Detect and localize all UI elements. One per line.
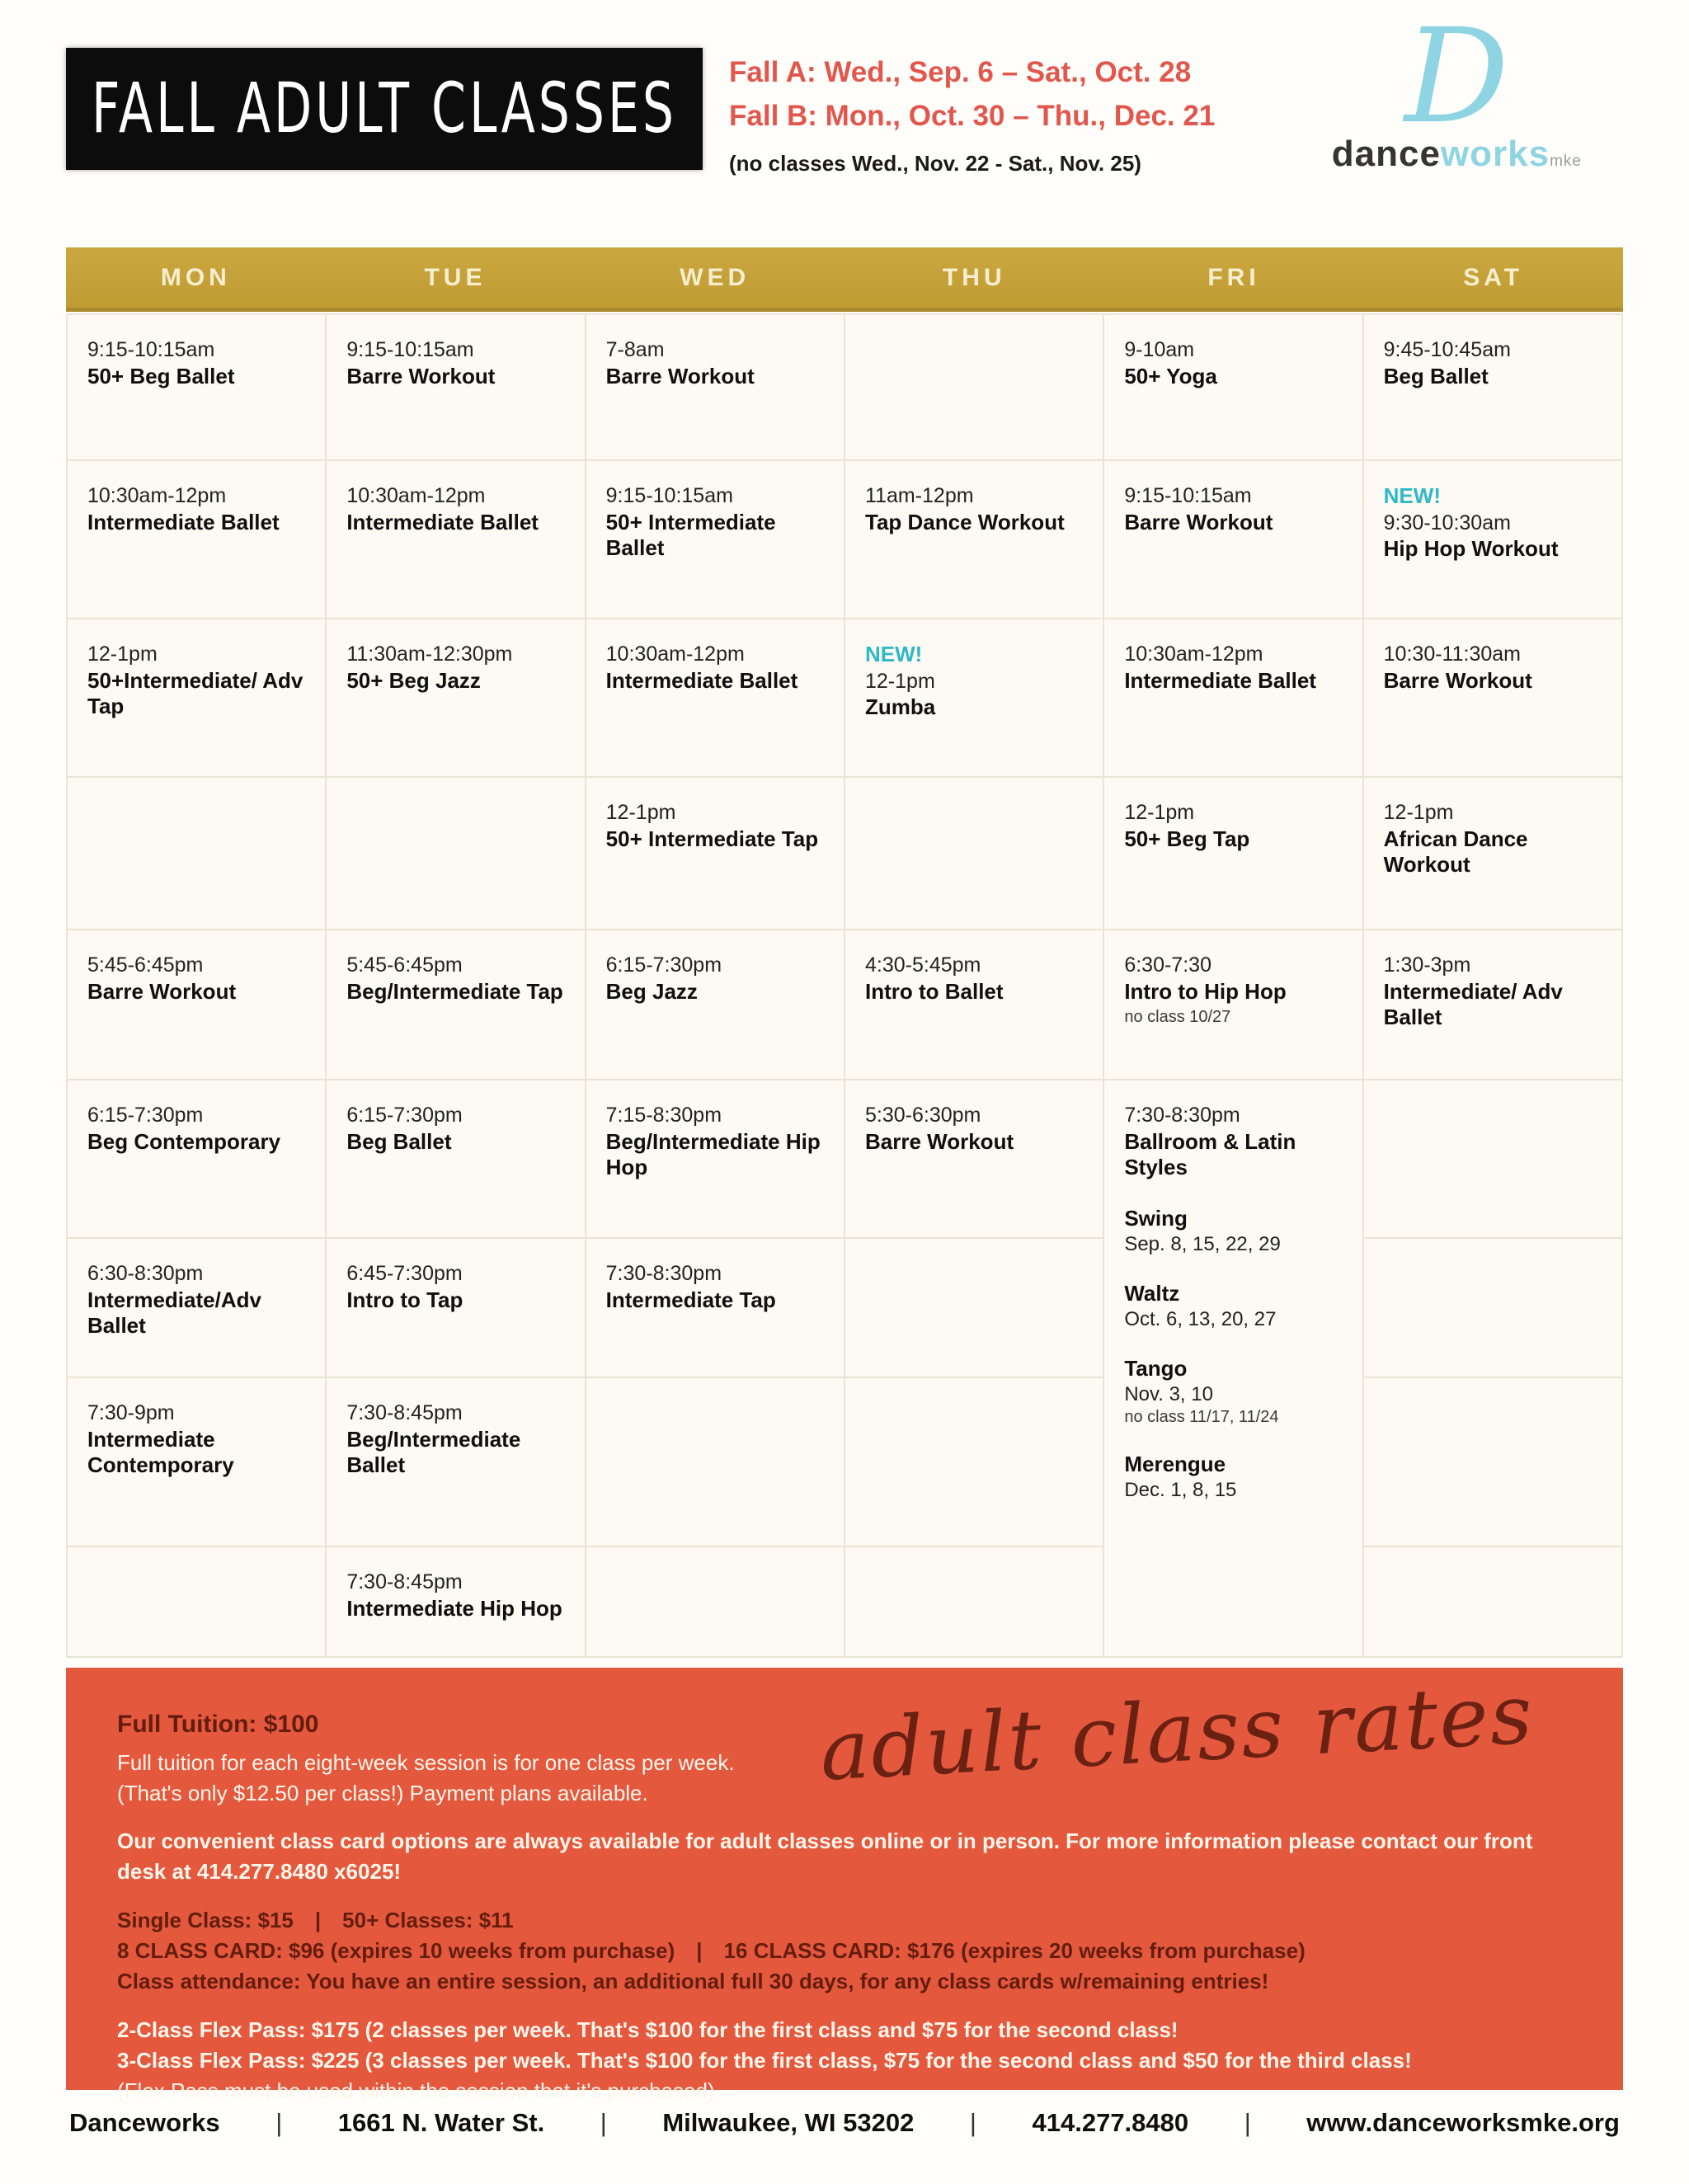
class-time: 11:30am-12:30pm: [346, 642, 513, 666]
class-cell-wed-7: [586, 1239, 844, 1377]
empty-cell: [845, 1378, 1103, 1546]
class-cell-thu-3: [845, 619, 1103, 776]
new-badge: NEW!: [865, 642, 923, 666]
class-time: 12-1pm: [605, 801, 676, 824]
class-cell-sat-3: [1364, 619, 1621, 776]
class-cell-fri-3: [1104, 619, 1362, 776]
class-cell-fri-5: [1104, 930, 1362, 1079]
class-name: Barre Workout: [1124, 509, 1273, 534]
class-name: Intermediate Contemporary: [87, 1426, 234, 1478]
style-note: no class 11/17, 11/24: [1124, 1407, 1279, 1426]
class-time: 6:15-7:30pm: [346, 1104, 463, 1127]
session-dates: [729, 51, 1215, 177]
empty-cell: [845, 315, 1103, 459]
empty-cell: [68, 1547, 325, 1656]
class-time: 6:45-7:30pm: [346, 1262, 463, 1285]
class-card-line: [117, 1936, 1572, 1966]
class-time: 6:30-7:30: [1124, 953, 1211, 977]
class-name: Barre Workout: [1383, 667, 1532, 693]
class-time: 10:30am-12pm: [346, 484, 486, 507]
empty-cell: [1364, 1080, 1621, 1237]
class-cell-mon-7: [68, 1239, 325, 1377]
rates-script-title: adult class rates: [817, 1665, 1536, 1800]
class-name: Intro to Ballet: [865, 978, 1004, 1004]
class-cell-mon-6: [68, 1080, 325, 1237]
logo-mke: mke: [1550, 153, 1582, 170]
day-header-thu: THU: [942, 263, 1006, 291]
class-cell-tue-5: [327, 930, 584, 1079]
class-name: Beg/Intermediate Ballet: [346, 1426, 521, 1478]
empty-cell: [1364, 1547, 1621, 1656]
single-class-line: [117, 1905, 1572, 1936]
class-cell-wed-4: [586, 778, 844, 929]
full-tuition: Full Tuition: $100: [117, 1711, 319, 1738]
class-name: Zumba: [865, 694, 936, 719]
class-name: 50+ Yoga: [1124, 363, 1217, 388]
day-header-mon: MON: [160, 263, 231, 291]
class-name: Intermediate Tap: [605, 1287, 776, 1312]
class-name: Intermediate/Adv Ballet: [87, 1287, 261, 1339]
class-name: 50+ Intermediate Tap: [605, 826, 819, 851]
class-time: 10:30am-12pm: [1124, 642, 1263, 666]
footer-phone: 414.277.8480: [1032, 2108, 1189, 2137]
class-name: Intermediate Ballet: [87, 509, 280, 534]
class-name: Intermediate Ballet: [346, 509, 539, 534]
class-time: 12-1pm: [1124, 801, 1195, 824]
class-time: 7:30-8:45pm: [346, 1570, 463, 1593]
class-name: 50+ Intermediate Ballet: [605, 509, 776, 561]
page-title: FALL ADULT CLASSES: [92, 68, 677, 149]
card16: 16 CLASS CARD: $176 (expires 20 weeks from purchase): [723, 1938, 1306, 1964]
class-cell-thu-5: [845, 930, 1103, 1079]
class-time: 4:30-5:45pm: [865, 953, 981, 977]
attendance-line: Class attendance: You have an entire session, an additional full 30 days, for any class cards w/remaining entries!: [117, 1969, 1269, 1994]
class-name: Hip Hop Workout: [1383, 536, 1559, 561]
footer-separator: |: [1244, 2108, 1251, 2137]
class-name: Intermediate Ballet: [605, 667, 798, 693]
empty-cell: [586, 1547, 844, 1656]
style-name: Merengue: [1124, 1451, 1226, 1476]
class-time: 12-1pm: [87, 642, 158, 666]
class-cell-tue-6: [327, 1080, 584, 1237]
ballroom-style-group: [1124, 1452, 1345, 1502]
class-time: 7-8am: [605, 338, 665, 361]
schedule-grid: [66, 313, 1623, 1658]
footer-separator: |: [275, 2108, 283, 2137]
class-cell-fri-1: [1104, 315, 1362, 459]
class-name: Intermediate Hip Hop: [346, 1595, 562, 1621]
footer: [69, 2108, 1620, 2138]
class-time: 9:15-10:15am: [87, 338, 215, 361]
footer-city: Milwaukee, WI 53202: [662, 2108, 915, 2137]
class-cell-fri-2: [1104, 461, 1362, 618]
class-cell-mon-8: [68, 1378, 325, 1546]
single-class: Single Class: $15: [117, 1908, 294, 1933]
style-name: Tango: [1124, 1355, 1188, 1381]
class-time: 5:45-6:45pm: [346, 953, 463, 977]
class-cell-sat-2: [1364, 461, 1621, 618]
title-box: [66, 48, 703, 170]
class-time: 7:30-8:30pm: [1124, 1104, 1240, 1127]
ballroom-style-group: [1124, 1206, 1345, 1256]
class-time: 10:30am-12pm: [605, 642, 745, 666]
style-dates: Oct. 6, 13, 20, 27: [1124, 1307, 1277, 1330]
class-cell-wed-3: [586, 619, 844, 776]
class-time: 12-1pm: [1383, 801, 1454, 824]
pipe-separator: |: [696, 1938, 703, 1964]
class-time: 6:30-8:30pm: [87, 1262, 204, 1285]
class-cell-wed-5: [586, 930, 844, 1079]
class-name: Tap Dance Workout: [865, 509, 1065, 534]
logo-works: works: [1440, 134, 1550, 174]
class-time: 7:30-9pm: [87, 1401, 175, 1424]
empty-cell: [845, 1239, 1103, 1377]
class-cell-mon-3: [68, 619, 325, 776]
style-name: Swing: [1124, 1205, 1188, 1231]
class-cell-thu-6: [845, 1080, 1103, 1237]
ballroom-style-group: [1124, 1281, 1345, 1331]
class-name: 50+Intermediate/ Adv Tap: [87, 667, 303, 719]
class-cell-wed-1: [586, 315, 844, 459]
footer-website: www.danceworksmke.org: [1306, 2108, 1620, 2137]
style-dates: Dec. 1, 8, 15: [1124, 1478, 1237, 1501]
class-name: 50+ Beg Ballet: [87, 363, 235, 388]
empty-cell: [845, 1547, 1103, 1656]
class-cell-wed-2: [586, 461, 844, 618]
class-name: Beg Ballet: [1383, 363, 1489, 388]
empty-cell: [68, 778, 325, 929]
class-time: 6:15-7:30pm: [87, 1104, 204, 1127]
pipe-separator: |: [314, 1908, 322, 1933]
class-cell-fri-4: [1104, 778, 1362, 929]
class-time: 1:30-3pm: [1383, 953, 1471, 977]
class-time: 10:30-11:30am: [1383, 642, 1521, 666]
logo-dance: dance: [1331, 134, 1441, 174]
empty-cell: [327, 778, 584, 929]
class-cell-fri-6: [1104, 1080, 1362, 1656]
fifty-plus-class: 50+ Classes: $11: [342, 1908, 514, 1933]
tuition-line1: Full tuition for each eight-week session is for one class per week.: [117, 1749, 735, 1775]
class-name: Beg/Intermediate Hip Hop: [605, 1128, 821, 1180]
class-name: Intro to Tap: [346, 1287, 463, 1312]
adult-class-rates-box: [66, 1665, 1623, 2103]
danceworks-logo: [1331, 1, 1582, 175]
class-cell-thu-2: [845, 461, 1103, 618]
class-name: Beg Contemporary: [87, 1128, 281, 1154]
class-name: Beg Ballet: [346, 1128, 452, 1154]
class-time: 7:30-8:30pm: [605, 1262, 722, 1285]
day-header-sat: SAT: [1463, 263, 1524, 291]
day-header-bar: [66, 247, 1623, 312]
class-name: 50+ Beg Tap: [1124, 826, 1250, 851]
class-time: 9:15-10:15am: [605, 484, 733, 507]
ballroom-style-group: [1124, 1356, 1345, 1427]
class-time: 9:15-10:15am: [346, 338, 474, 361]
empty-cell: [845, 778, 1103, 929]
footer-separator: |: [600, 2108, 607, 2137]
class-cell-tue-7: [327, 1239, 584, 1377]
class-name: Beg/Intermediate Tap: [346, 978, 563, 1004]
class-time: 9:15-10:15am: [1124, 484, 1252, 507]
style-dates: Sep. 8, 15, 22, 29: [1124, 1232, 1281, 1255]
class-time: 7:30-8:45pm: [346, 1401, 463, 1424]
footer-address: 1661 N. Water St.: [337, 2108, 545, 2137]
footer-separator: |: [969, 2108, 976, 2137]
class-cell-tue-9: [327, 1547, 584, 1656]
class-time: 10:30am-12pm: [87, 484, 227, 507]
class-cell-tue-3: [327, 619, 584, 776]
day-header-wed: WED: [680, 263, 750, 291]
class-name: Barre Workout: [865, 1128, 1014, 1154]
empty-cell: [1364, 1239, 1621, 1377]
class-cell-tue-1: [327, 315, 584, 459]
style-name: Waltz: [1124, 1280, 1180, 1306]
class-time: 5:45-6:45pm: [87, 953, 204, 977]
session-a: Fall A: Wed., Sep. 6 – Sat., Oct. 28: [729, 56, 1192, 88]
class-cell-mon-2: [68, 461, 325, 618]
class-name: Intermediate Ballet: [1124, 667, 1316, 693]
class-cell-tue-2: [327, 461, 584, 618]
class-time: 5:30-6:30pm: [865, 1104, 981, 1127]
class-name: Barre Workout: [87, 978, 237, 1004]
tuition-line2: (That's only $12.50 per class!) Payment plans available.: [117, 1780, 648, 1805]
class-cell-sat-1: [1364, 315, 1621, 459]
card-info: Our convenient class card options are always available for adult classes online or in person. For more information please contact our front desk at 414.277.8480 x6025!: [117, 1829, 1533, 1885]
class-time: 11am-12pm: [865, 484, 974, 507]
style-dates: Nov. 3, 10: [1124, 1382, 1213, 1405]
empty-cell: [586, 1378, 844, 1546]
flex-pass-note: (Flex Pass must be used within the session that it's purchased): [117, 2078, 715, 2103]
day-header-fri: FRI: [1207, 263, 1260, 291]
class-cell-mon-1: [68, 315, 325, 459]
class-name: Ballroom & Latin Styles: [1124, 1128, 1296, 1180]
class-cell-tue-8: [327, 1378, 584, 1546]
class-name: Barre Workout: [605, 363, 755, 388]
logo-wordmark: [1332, 134, 1582, 175]
class-time: 9-10am: [1124, 338, 1195, 361]
class-cell-wed-6: [586, 1080, 844, 1237]
class-name: Barre Workout: [346, 363, 496, 388]
card8: 8 CLASS CARD: $96 (expires 10 weeks from purchase): [117, 1938, 675, 1964]
day-header-tue: TUE: [424, 263, 487, 291]
class-time: 12-1pm: [865, 669, 935, 693]
session-b: Fall B: Mon., Oct. 30 – Thu., Dec. 21: [729, 99, 1216, 132]
class-note: no class 10/27: [1124, 1008, 1231, 1027]
class-name: Beg Jazz: [605, 978, 698, 1004]
new-badge: NEW!: [1383, 483, 1441, 508]
footer-org: Danceworks: [69, 2108, 220, 2137]
class-name: African Dance Workout: [1383, 826, 1528, 878]
class-time: 9:30-10:30am: [1383, 511, 1511, 534]
flex-pass-3: 3-Class Flex Pass: $225 (3 classes per week. That's $100 for the first class, $75 for the second class and $50 for the third class!: [117, 2047, 1412, 2073]
class-cell-sat-5: [1364, 930, 1621, 1079]
class-cell-sat-4: [1364, 778, 1621, 929]
class-time: 6:15-7:30pm: [605, 953, 722, 977]
flex-pass-2: 2-Class Flex Pass: $175 (2 classes per week. That's $100 for the first class and $75 for the second class!: [117, 2017, 1179, 2042]
class-name: Intermediate/ Adv Ballet: [1383, 978, 1563, 1030]
logo-d-icon: D: [1404, 1, 1509, 153]
class-cell-mon-5: [68, 930, 325, 1079]
class-time: 9:45-10:45am: [1383, 338, 1511, 361]
class-name: Intro to Hip Hop: [1124, 978, 1287, 1004]
no-classes-note: (no classes Wed., Nov. 22 - Sat., Nov. 25): [729, 151, 1141, 176]
empty-cell: [1364, 1378, 1621, 1546]
class-name: 50+ Beg Jazz: [346, 667, 481, 693]
class-time: 7:15-8:30pm: [605, 1104, 722, 1127]
